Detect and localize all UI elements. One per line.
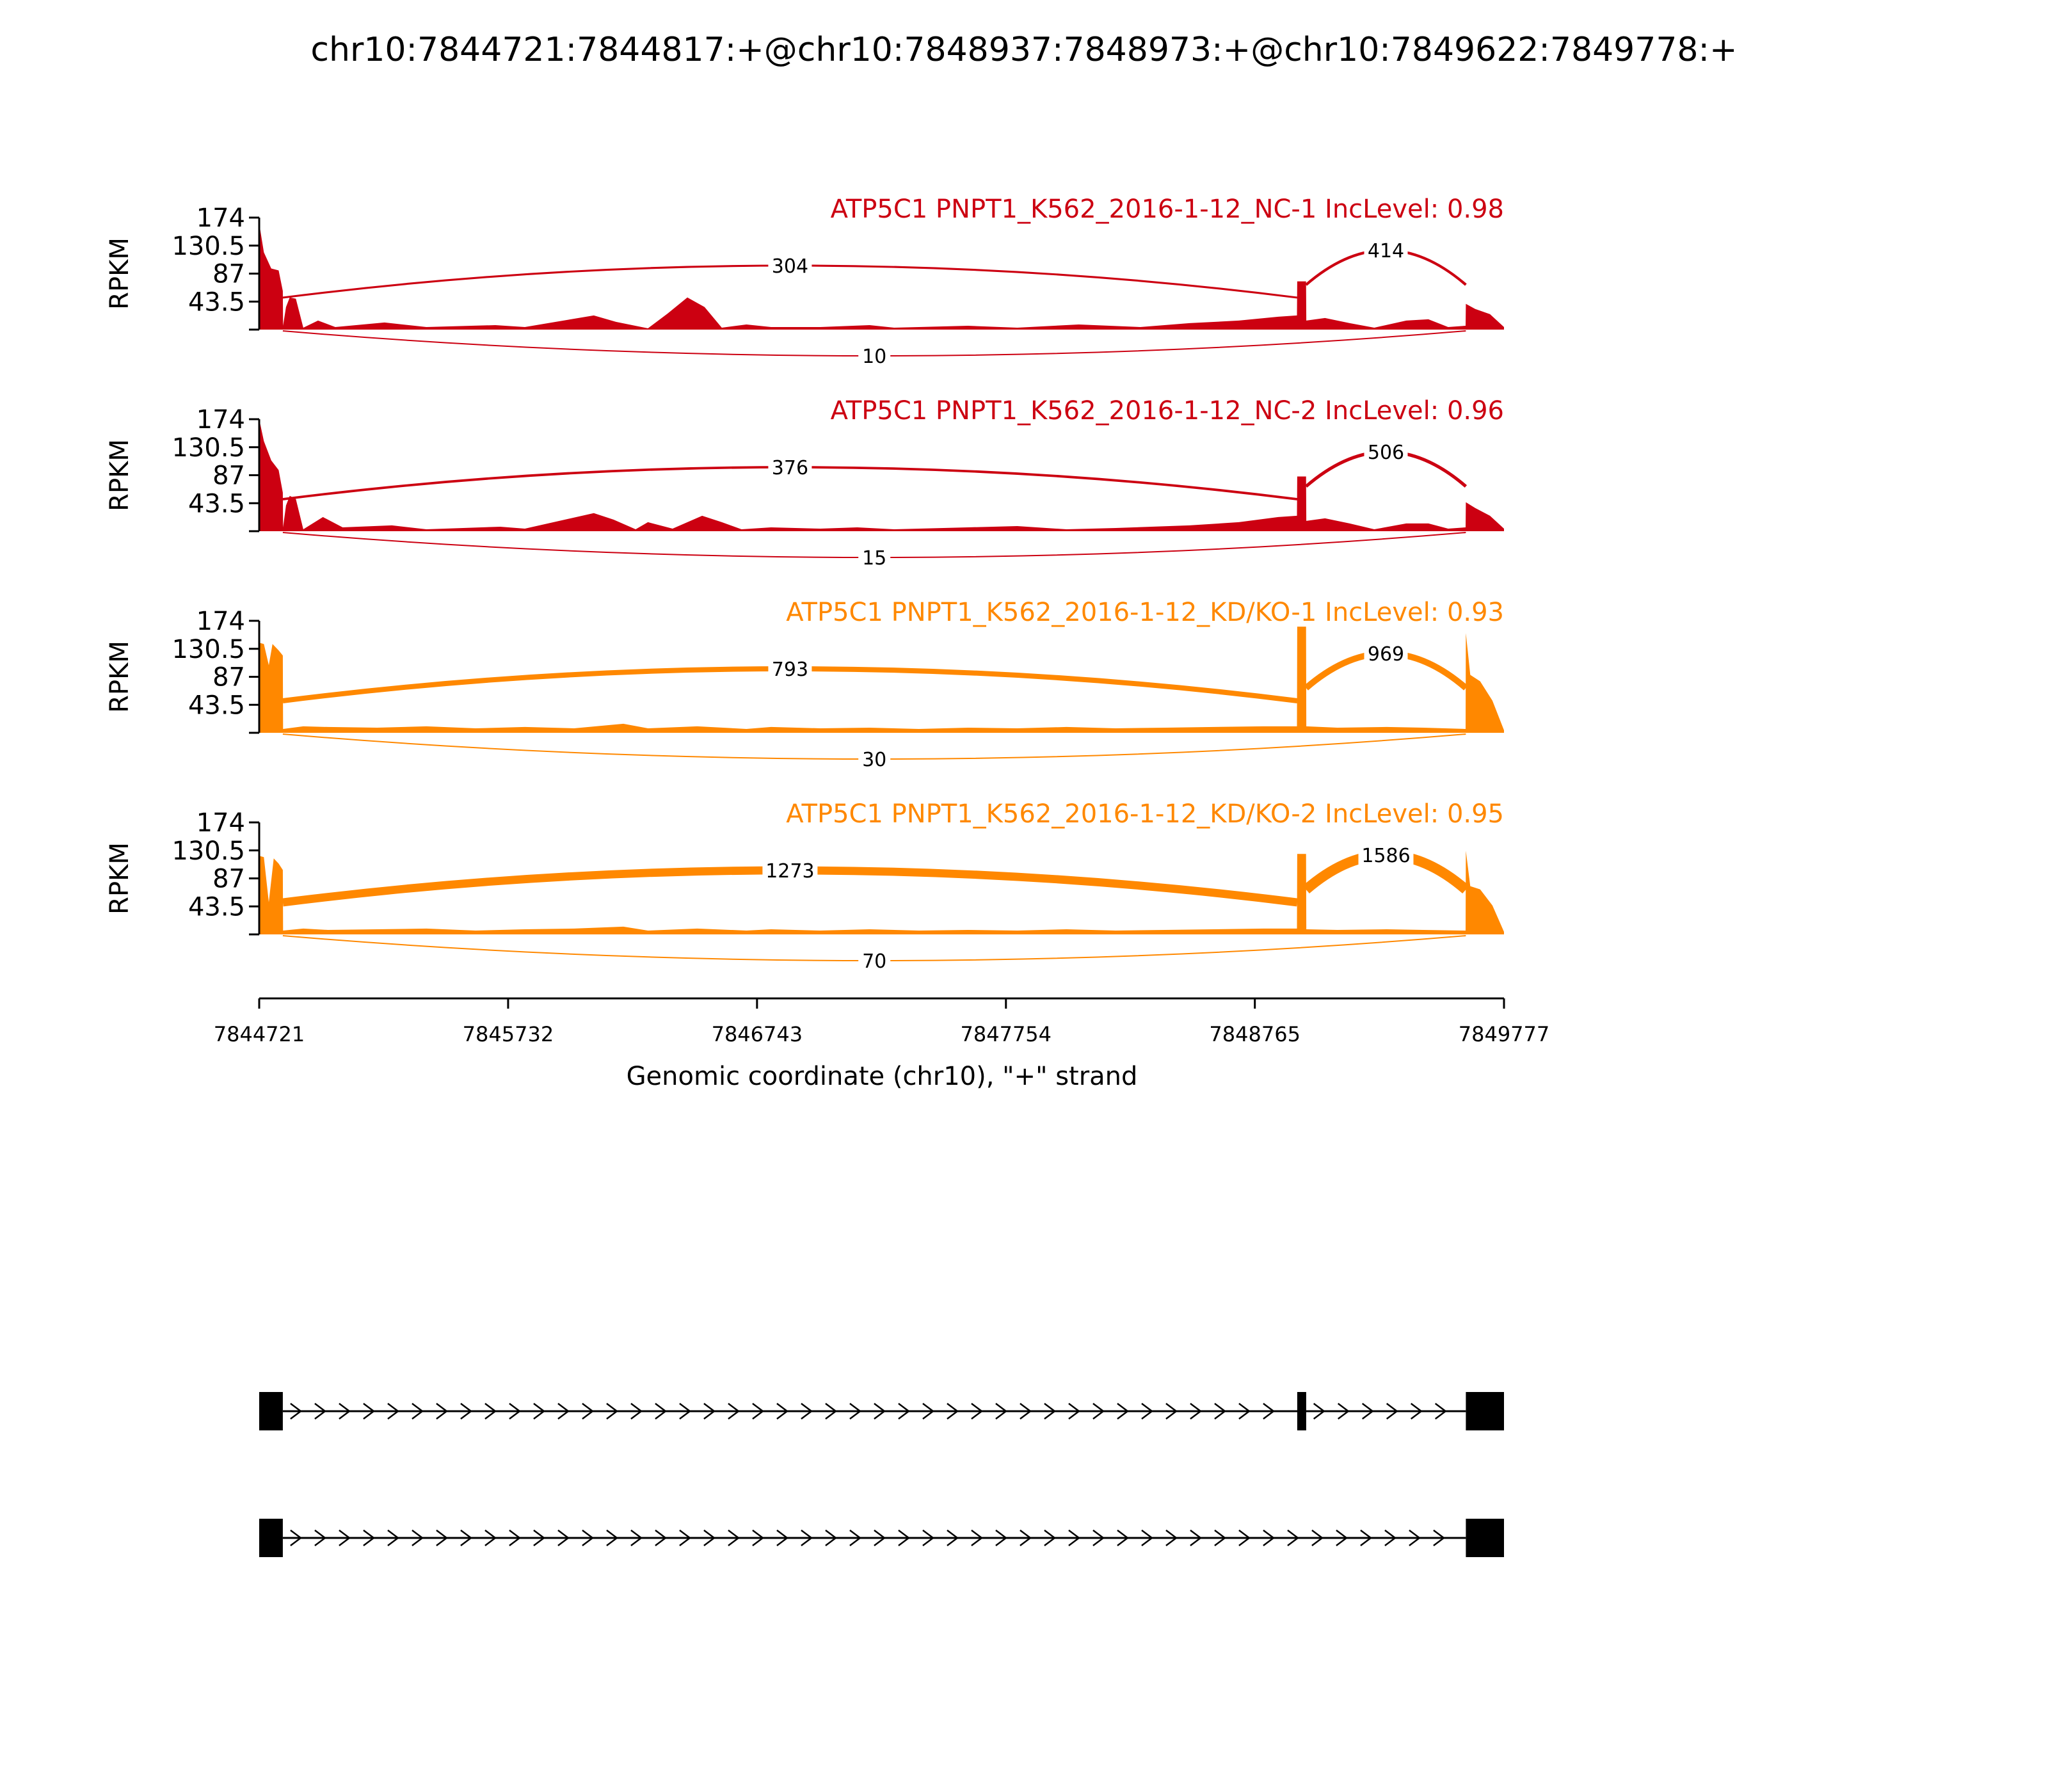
figure-title: chr10:7844721:7844817:+@chr10:7848937:7848973:+@chr10:7849622:7849778:+ <box>310 31 1738 69</box>
x-tick-label: 7848765 <box>1209 1022 1300 1046</box>
y-tick-label: 130.5 <box>172 231 245 261</box>
exon-block <box>259 1519 283 1557</box>
y-tick-label: 87 <box>212 259 245 289</box>
x-tick-label: 7844721 <box>213 1022 305 1046</box>
y-axis-label: RPKM <box>105 439 134 511</box>
junction-count-label: 1586 <box>1361 845 1411 867</box>
junction-count-label: 10 <box>862 346 887 368</box>
junction-count-label: 376 <box>771 457 809 479</box>
y-tick-label: 87 <box>212 864 245 894</box>
track-title: ATP5C1 PNPT1_K562_2016-1-12_KD/KO-2 IncLevel: 0.95 <box>786 799 1504 829</box>
y-tick-label: 43.5 <box>188 287 245 317</box>
x-tick-label: 7845732 <box>462 1022 554 1046</box>
y-tick-label: 174 <box>196 204 245 233</box>
x-tick-label: 7849777 <box>1458 1022 1550 1046</box>
y-tick-label: 174 <box>196 405 245 435</box>
y-tick-label: 174 <box>196 607 245 636</box>
y-tick-label: 43.5 <box>188 892 245 922</box>
y-axis-label: RPKM <box>105 237 134 310</box>
track-title: ATP5C1 PNPT1_K562_2016-1-12_NC-1 IncLevel: 0.98 <box>830 195 1504 224</box>
x-axis-label: Genomic coordinate (chr10), "+" strand <box>626 1062 1138 1091</box>
exon-block <box>1466 1392 1504 1430</box>
exon-block <box>1466 1519 1504 1557</box>
y-axis-label: RPKM <box>105 641 134 713</box>
junction-count-label: 304 <box>771 255 809 278</box>
y-tick-label: 43.5 <box>188 489 245 519</box>
junction-count-label: 506 <box>1367 442 1405 464</box>
y-tick-label: 130.5 <box>172 634 245 664</box>
junction-count-label: 1273 <box>765 860 815 883</box>
y-tick-label: 87 <box>212 662 245 692</box>
junction-count-label: 414 <box>1367 240 1405 262</box>
x-tick-label: 7847754 <box>960 1022 1052 1046</box>
y-tick-label: 130.5 <box>172 433 245 463</box>
junction-count-label: 969 <box>1367 643 1405 666</box>
track-title: ATP5C1 PNPT1_K562_2016-1-12_KD/KO-1 IncLevel: 0.93 <box>786 598 1504 627</box>
x-tick-label: 7846743 <box>711 1022 803 1046</box>
exon-block <box>1297 1392 1306 1430</box>
junction-count-label: 70 <box>862 950 887 973</box>
exon-block <box>259 1392 283 1430</box>
track-title: ATP5C1 PNPT1_K562_2016-1-12_NC-2 IncLevel: 0.96 <box>830 396 1504 426</box>
y-tick-label: 130.5 <box>172 836 245 866</box>
y-tick-label: 87 <box>212 461 245 491</box>
junction-count-label: 793 <box>771 659 809 681</box>
junction-count-label: 30 <box>862 749 887 771</box>
y-tick-label: 43.5 <box>188 691 245 721</box>
y-axis-label: RPKM <box>105 842 134 915</box>
y-tick-label: 174 <box>196 808 245 838</box>
junction-count-label: 15 <box>862 547 887 570</box>
